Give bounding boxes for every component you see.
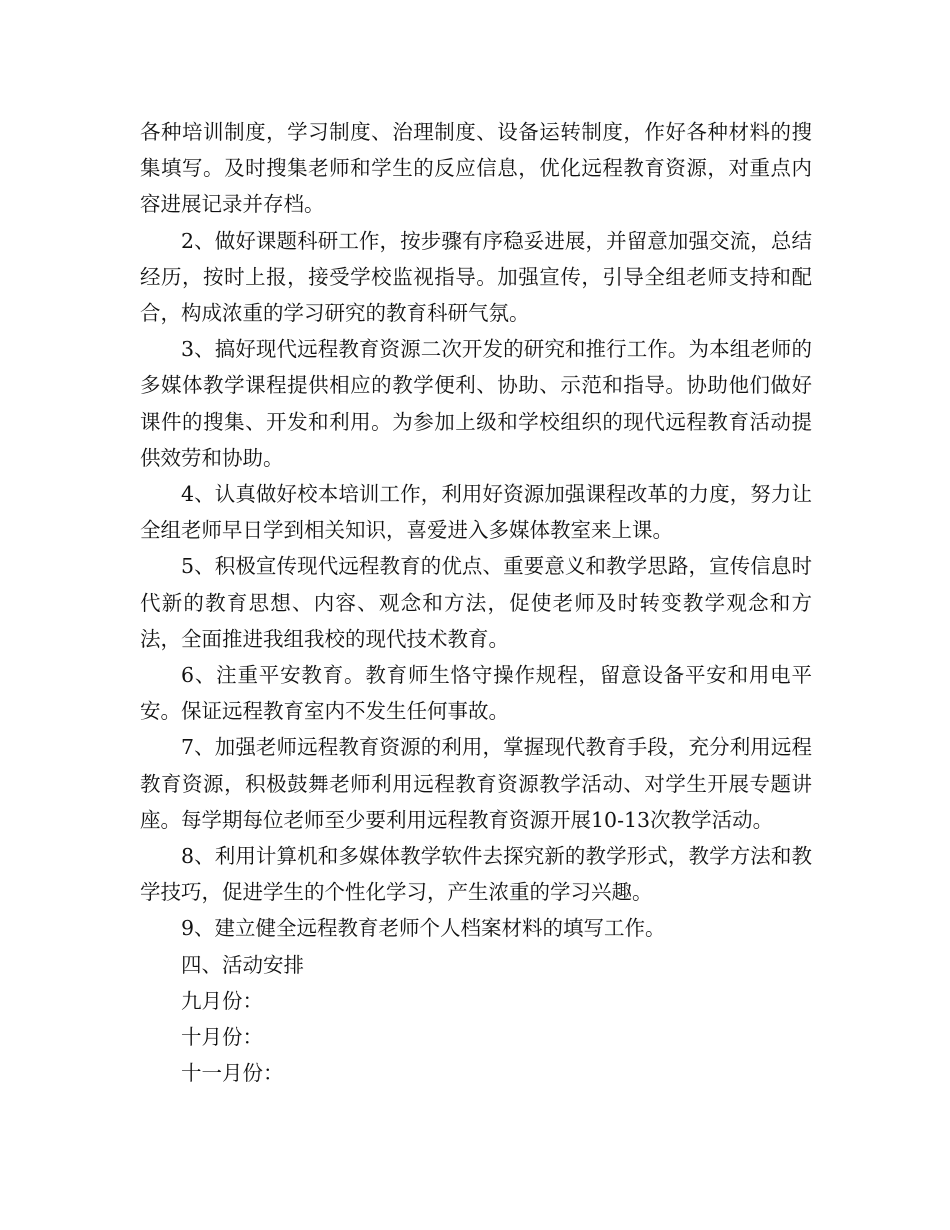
paragraph-item-5: 5、积极宣传现代远程教育的优点、重要意义和教学思路，宣传信息时代新的教育思想、内容、观念和方法，促使老师及时转变教学观念和方法，全面推进我组我校的现代技术教育。 [140, 554, 812, 651]
paragraph-item-6: 6、注重平安教育。教育师生恪守操作规程，留意设备平安和用电平安。保证远程教育室内不发生任何事故。 [140, 663, 812, 724]
paragraph-item-2: 2、做好课题科研工作，按步骤有序稳妥进展，并留意加强交流，总结经历，按时上报，接受学校监视指导。加强宣传，引导全组老师支持和配合，构成浓重的学习研究的教育科研气氛。 [140, 228, 812, 326]
paragraph-continuation: 各种培训制度，学习制度、治理制度、设备运转制度，作好各种材料的搜集填写。及时搜集老师和学生的反应信息，优化远程教育资源，对重点内容进展记录并存档。 [140, 120, 812, 217]
month-october: 十月份： [181, 1025, 263, 1050]
paragraph-item-9: 9、建立健全远程教育老师个人档案材料的填写工作。 [181, 916, 666, 941]
month-november: 十一月份： [181, 1061, 284, 1086]
document-body [140, 114, 812, 1091]
paragraph-item-8: 8、利用计算机和多媒体教学软件去探究新的教学形式，教学方法和教学技巧，促进学生的个性化学习，产生浓重的学习兴趣。 [140, 844, 812, 905]
paragraph-item-7: 7、加强老师远程教育资源的利用，掌握现代教育手段，充分利用远程教育资源，积极鼓舞老师利用远程教育资源教学活动、对学生开展专题讲座。每学期每位老师至少要利用远程教育资源开展10-13次教学活动。 [140, 735, 812, 832]
month-september: 九月份： [181, 988, 263, 1013]
paragraph-item-3: 3、搞好现代远程教育资源二次开发的研究和推行工作。为本组老师的多媒体教学课程提供相应的教学便利、协助、示范和指导。协助他们做好课件的搜集、开发和利用。为参加上级和学校组织的现代远程教育活动提供效劳和协助。 [140, 337, 812, 470]
paragraph-item-4: 4、认真做好校本培训工作，利用好资源加强课程改革的力度，努力让全组老师早日学到相关知识，喜爱进入多媒体教室来上课。 [140, 482, 812, 543]
section-heading-activity-schedule: 四、活动安排 [181, 952, 304, 977]
